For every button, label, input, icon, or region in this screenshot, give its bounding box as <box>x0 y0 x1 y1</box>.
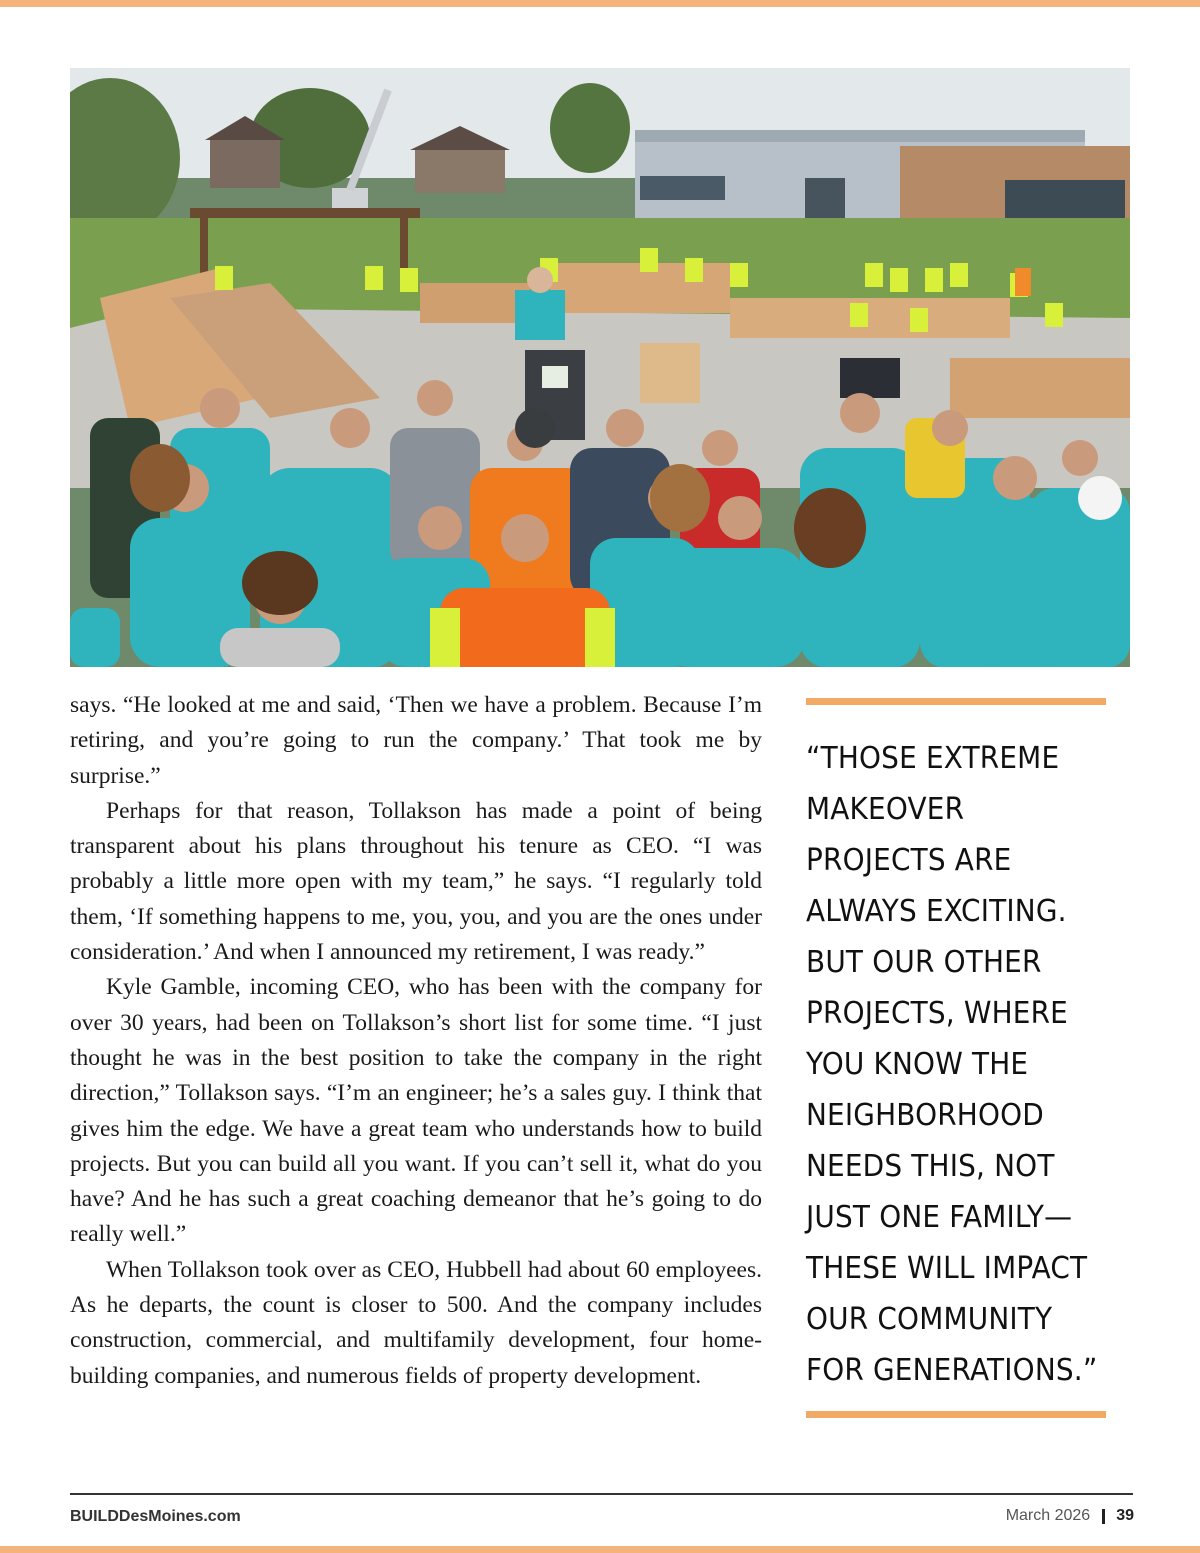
article-paragraph: says. “He looked at me and said, ‘Then we have a problem. Because I’m retiring, and you’re going to run the company.’ That took me by surprise.” <box>70 692 762 789</box>
footer-date: March 2026 <box>1005 1507 1091 1524</box>
construction-ceremony-photo <box>70 68 1130 667</box>
footer-issue-info <box>1006 1507 1134 1525</box>
photo-illustration <box>70 68 1130 667</box>
footer-divider <box>70 1493 1133 1495</box>
pull-quote: “THOSE EXTREME MAKEOVER PROJECTS ARE ALWAYS EXCITING. BUT OUR OTHER PROJECTS, WHERE YOU KNOW THE NEIGHBORHOOD NEEDS THIS, NOT JUST ONE FAMILY—THESE WILL IMPACT OUR COMMUNITY FOR GENERATIONS.” <box>806 741 1098 1388</box>
pull-quote-bottom-rule <box>806 1411 1106 1418</box>
top-accent-bar <box>0 0 1200 7</box>
bottom-accent-bar <box>0 1546 1200 1553</box>
footer-site-name: BUILDDesMoines.com <box>70 1508 241 1525</box>
page-number: 39 <box>1116 1507 1134 1524</box>
article-paragraph: Perhaps for that reason, Tollakson has made a point of being transparent about his plans throughout his tenure as CEO. “I was probably a little more open with my team,” he says. “I regularly told them, ‘If something happens to me, you, you, and you are the ones under consideration.’ And when I announced my retirement, I was ready.” <box>70 797 762 966</box>
pull-quote-top-rule <box>806 698 1106 705</box>
article-paragraph: When Tollakson took over as CEO, Hubbell had about 60 employees. As he departs, the count is closer to 500. And the company includes construction, commercial, and multifamily development, four home-building companies, and numerous fields of property development. <box>70 1256 762 1389</box>
article-paragraph: Kyle Gamble, incoming CEO, who has been with the company for over 30 years, had been on Tollakson’s short list for some time. “I just thought he was in the best position to take the company in the right direction,” Tollakson says. “I’m an engineer; he’s a sales guy. I think that gives him the edge. We have a great team who understands how to build projects. But you can build all you want. If you can’t sell it, what do you have? And he has such a great coaching demeanor that he’s going to do really well.” <box>70 974 762 1248</box>
footer-separator <box>1102 1509 1105 1524</box>
article-body <box>70 688 762 1394</box>
